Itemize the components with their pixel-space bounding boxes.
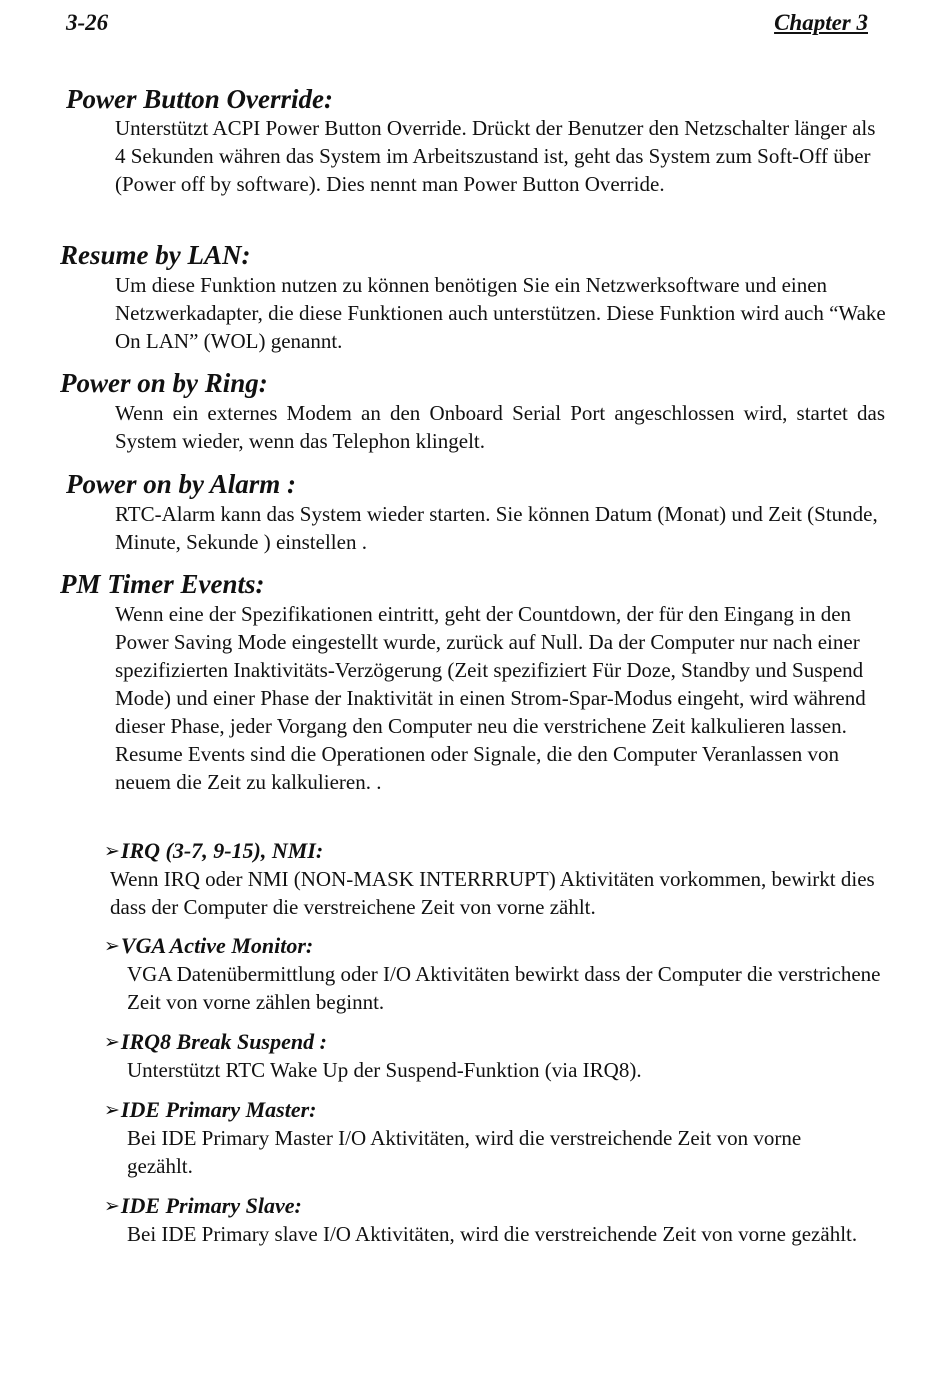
event-text-ide-primary-master: Bei IDE Primary Master I/O Aktivitäten, wird die verstreichende Zeit von vorne gezählt. — [127, 1126, 802, 1178]
event-text-irq8-break-suspend: Unterstützt RTC Wake Up der Suspend-Funktion (via IRQ8). — [127, 1058, 642, 1082]
section-heading-power-on-by-alarm: Power on by Alarm : — [66, 469, 297, 499]
arrow-bullet-icon: ➢ — [104, 840, 120, 862]
event-title: IRQ (3-7, 9-15), NMI: — [120, 838, 324, 863]
event-title: IDE Primary Slave: — [120, 1193, 302, 1218]
section-heading-power-button-override: Power Button Override: — [66, 84, 333, 114]
section-heading-pm-timer-events: PM Timer Events: — [60, 569, 265, 599]
event-text-vga-active-monitor: VGA Datenübermittlung oder I/O Aktivitäten bewirkt dass der Computer die verstrichene Zeit von vorne zählen beginnt. — [127, 962, 881, 1014]
page-header — [66, 10, 868, 42]
event-heading-vga-active-monitor — [104, 933, 313, 959]
event-text-irq-nmi: Wenn IRQ oder NMI (NON-MASK INTERRRUPT) Aktivitäten vorkommen, bewirkt dies dass der Computer die verstreichene Zeit von vorne zählt. — [110, 867, 875, 919]
page-number: 3-26 — [66, 10, 109, 35]
event-heading-ide-primary-master — [104, 1097, 316, 1123]
section-heading-resume-by-lan: Resume by LAN: — [60, 240, 251, 270]
section-heading-power-on-by-ring: Power on by Ring: — [60, 368, 268, 398]
section-text-pm-timer-events: Wenn eine der Spezifikationen eintritt, geht der Countdown, der für den Eingang in den Power Saving Mode eingestellt wurde, zurück auf Null. Da der Computer nur nach einer spezifizierten Inaktivitäts-Verzögerung (Zeit spezifiziert Für Doze, Standby und Suspend Mode) und einer Phase der Inaktivität in einen Strom-Spar-Modus eingeht, wird während dieser Phase, jeder Vorgang den Computer neu die verstrichene Zeit kalkulieren lassen. Resume Events sind die Operationen oder Signale, die den Computer Veranlassen von neuem die Zeit zu kalkulieren. . — [115, 602, 866, 794]
event-heading-irq-nmi — [104, 838, 323, 864]
event-title: VGA Active Monitor: — [120, 933, 314, 958]
section-text-power-on-by-ring: Wenn ein externes Modem an den Onboard Serial Port angeschlossen wird, startet das System wieder, wenn das Telephon klingelt. — [115, 401, 885, 453]
event-heading-ide-primary-slave — [104, 1193, 302, 1219]
section-text-power-on-by-alarm: RTC-Alarm kann das System wieder starten. Sie können Datum (Monat) und Zeit (Stunde, Minute, Sekunde ) einstellen . — [115, 502, 878, 554]
arrow-bullet-icon: ➢ — [104, 1031, 120, 1053]
section-text-power-button-override: Unterstützt ACPI Power Button Override. Drückt der Benutzer den Netzschalter länger als 4 Sekunden währen das System im Arbeitszustand ist, geht das System zum Soft-Off über (Power off by software). Dies nennt man Power Button Override. — [115, 116, 876, 196]
event-title: IDE Primary Master: — [120, 1097, 317, 1122]
section-text-resume-by-lan: Um diese Funktion nutzen zu können benötigen Sie ein Netzwerksoftware und einen Netzwerkadapter, die diese Funktionen auch unterstützen. Diese Funktion wird auch “Wake On LAN” (WOL) genannt. — [115, 273, 886, 353]
event-heading-irq8-break-suspend — [104, 1029, 327, 1055]
chapter-label: Chapter 3 — [774, 10, 868, 35]
arrow-bullet-icon: ➢ — [104, 1099, 120, 1121]
event-title: IRQ8 Break Suspend : — [120, 1029, 327, 1054]
arrow-bullet-icon: ➢ — [104, 935, 120, 957]
event-text-ide-primary-slave: Bei IDE Primary slave I/O Aktivitäten, wird die verstreichende Zeit von vorne gezählt. — [127, 1222, 858, 1246]
arrow-bullet-icon: ➢ — [104, 1195, 120, 1217]
